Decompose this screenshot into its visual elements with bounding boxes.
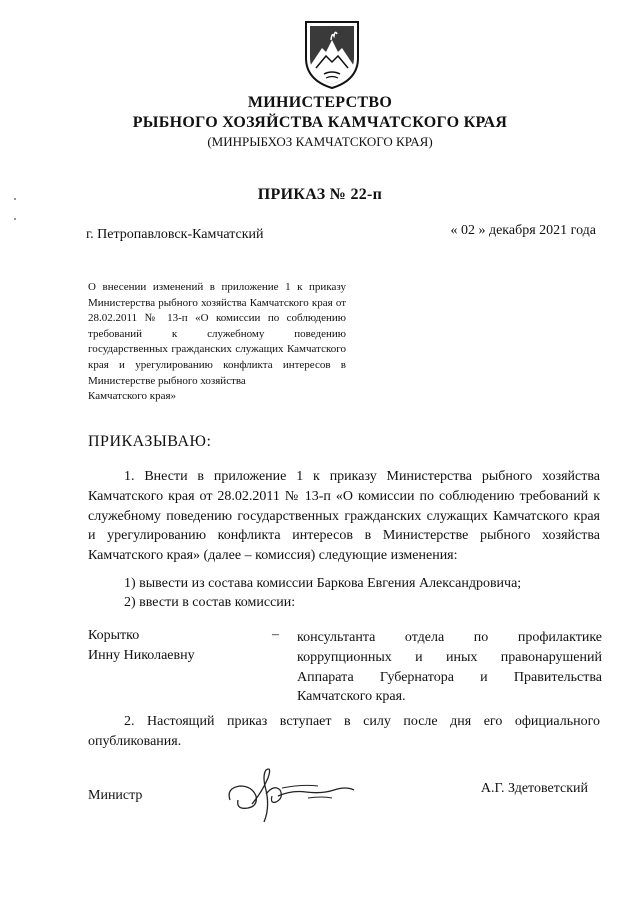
sub-item-1: 1) вывести из состава комиссии Баркова Евгения Александровича; [124, 576, 522, 591]
ministry-name-line2: РЫБНОГО ХОЗЯЙСТВА КАМЧАТСКОГО КРАЯ [132, 114, 508, 131]
scan-speck [14, 218, 16, 220]
member-last-name: Корытко [88, 628, 140, 643]
order-item-2: 2. Настоящий приказ вступает в силу после дня его официального опубликования. [88, 714, 600, 749]
member-dash: – [272, 627, 279, 642]
member-position [297, 628, 602, 707]
order-item-1: 1. Внести в приложение 1 к приказу Министерства рыбного хозяйства Камчатского края от 28.02.2011 № 13-п «О комиссии по соблюдению требований к служебному поведению государственных гражданских служащих Камчатского края и урегулированию конфликта интересов в Министерстве рыбного хозяйства Камчатского края» (далее – комиссия) следующие изменения: [88, 469, 600, 564]
minister-label: Министр [88, 788, 143, 803]
handwritten-signature [222, 760, 362, 830]
command-word: ПРИКАЗЫВАЮ: [88, 433, 212, 450]
sub-item-2: 2) ввести в состав комиссии: [124, 595, 296, 610]
order-subject-text: О внесении изменений в приложение 1 к приказу Министерства рыбного хозяйства Камчатского края от 28.02.2011 № 13-п «О комиссии по соблюдению требований к служебному поведению государственных гражданских служащих Камчатского края и урегулированию конфликта интересов в Министерстве рыбного хозяйства [88, 281, 346, 387]
order-date: « 02 » декабря 2021 года [450, 223, 596, 238]
order-subject [88, 280, 346, 405]
ministry-short-name: (МИНРЫБХОЗ КАМЧАТСКОГО КРАЯ) [207, 134, 433, 149]
order-subject-last-line: Камчатского края» [88, 390, 177, 403]
member-position-end: Камчатского края. [297, 689, 406, 705]
scan-speck [14, 198, 16, 200]
order-city: г. Петропавловск-Камчатский [86, 227, 264, 242]
ministry-name-line1: МИНИСТЕРСТВО [247, 94, 393, 111]
kamchatka-emblem [302, 18, 362, 90]
order-title: ПРИКАЗ № 22-п [257, 186, 383, 203]
signer-name: А.Г. Здетоветский [480, 781, 588, 796]
member-first-names: Инну Николаевну [88, 648, 195, 663]
member-position-text: консультанта отдела по профилактике коррупционных и иных правонарушений Аппарата Губернатора и Правительства [297, 630, 602, 685]
